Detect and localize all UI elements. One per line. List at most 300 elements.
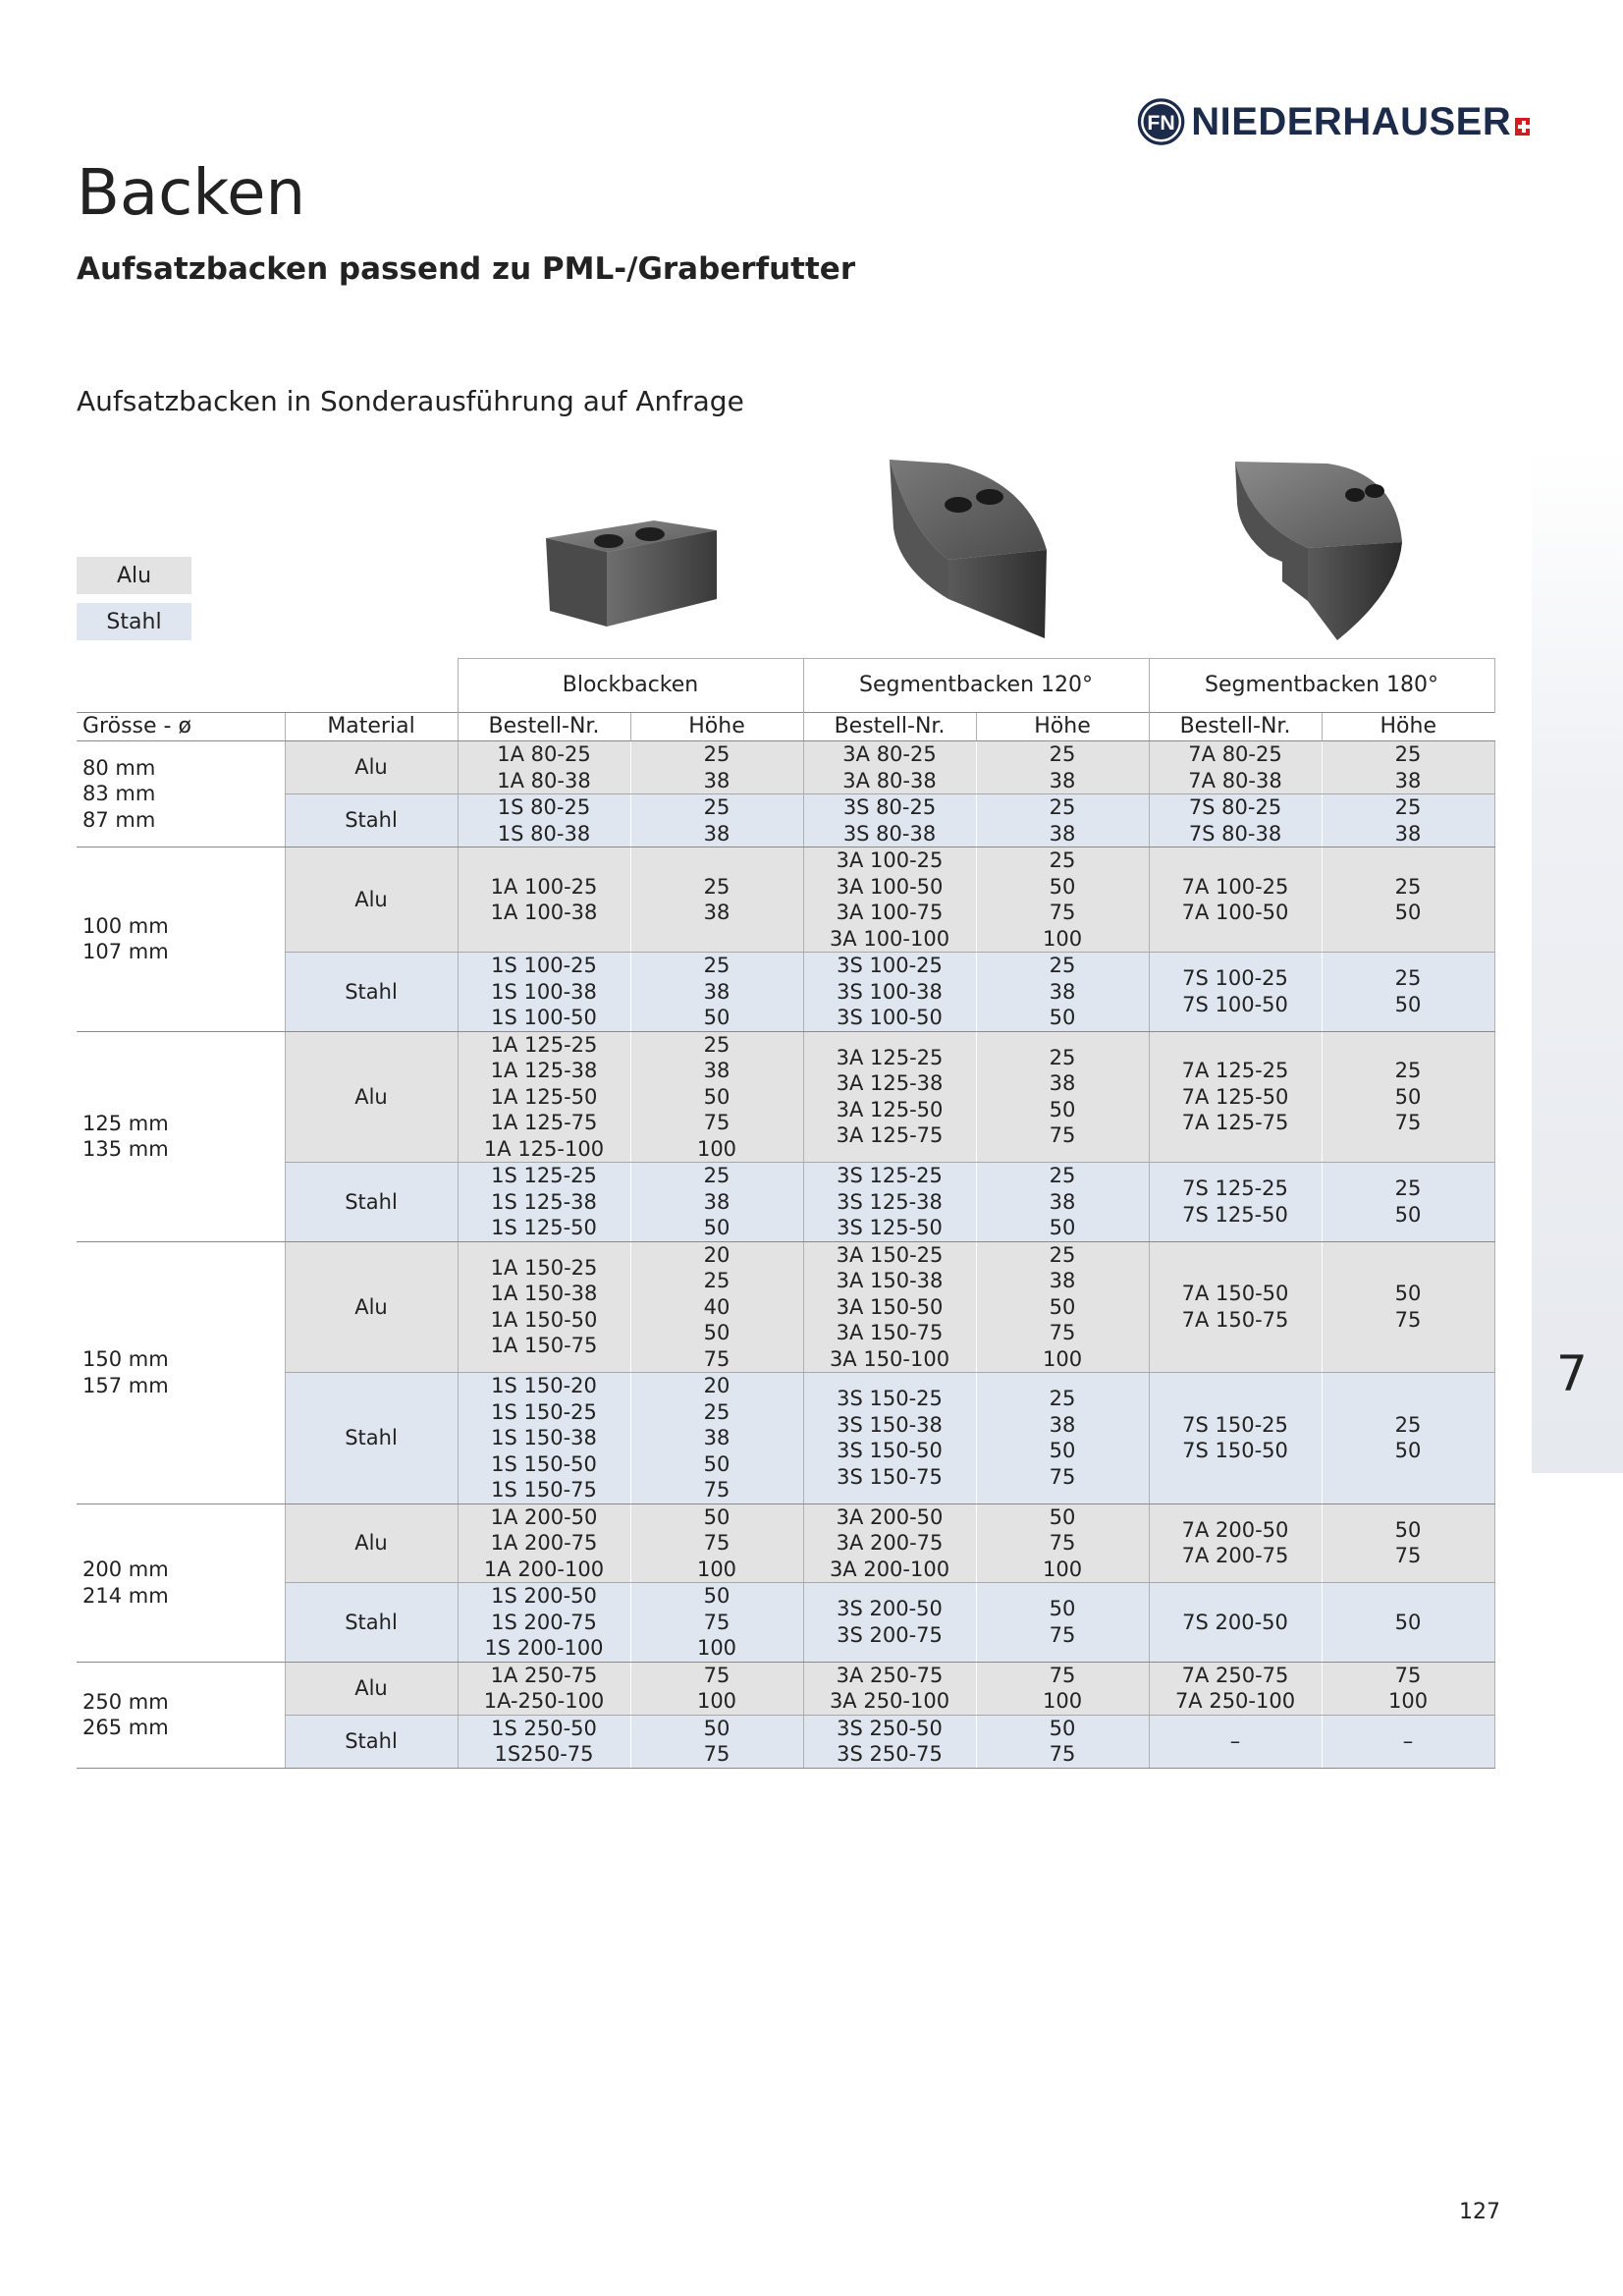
height-value: 25: [703, 1164, 730, 1187]
height-value: 50: [703, 1084, 730, 1109]
order-number: 1A 200-100: [483, 1557, 605, 1581]
order-number: 3S 80-38: [842, 821, 937, 846]
order-number-cell: [1149, 1583, 1322, 1663]
height-value: 50: [703, 1451, 730, 1476]
height-value: 25: [1394, 966, 1422, 991]
height-value: 25: [703, 1399, 730, 1424]
size-value: 125 mm: [82, 1111, 169, 1135]
height-value: 75: [1049, 1464, 1076, 1489]
order-number: 3A 125-75: [836, 1123, 944, 1148]
height-value: 38: [1049, 1412, 1076, 1437]
order-number-cell: [803, 1715, 976, 1768]
order-number: 3S 125-25: [837, 1164, 943, 1187]
order-number: 3S 125-50: [837, 1216, 943, 1239]
order-number-cell: [803, 847, 976, 953]
special-version-note: Aufsatzbacken in Sonderausführung auf Anfrage: [77, 385, 744, 417]
height-cell: [976, 1503, 1149, 1583]
height-value: 100: [1042, 1346, 1083, 1371]
height-value: 50: [1394, 1517, 1422, 1542]
height-value: 75: [1049, 1622, 1076, 1647]
order-number-cell: [1149, 953, 1322, 1032]
height-value: 50: [1049, 1439, 1076, 1463]
height-cell: [1322, 1373, 1494, 1504]
order-number: 7A 80-38: [1188, 768, 1282, 793]
height-value: 25: [1049, 954, 1076, 977]
swiss-cross-icon: [1515, 118, 1530, 136]
order-number-cell: [803, 1373, 976, 1504]
order-number: 3S 250-75: [837, 1742, 943, 1766]
height-value: 25: [703, 954, 730, 977]
height-value: 50: [1049, 1597, 1076, 1621]
order-number-cell: [803, 1583, 976, 1663]
order-number-cell: [1149, 741, 1322, 794]
table-row: [77, 1031, 1494, 1163]
material-cell: Stahl: [285, 1715, 458, 1768]
order-number: 7A 150-50: [1181, 1282, 1289, 1306]
height-cell: [1322, 741, 1494, 794]
height-cell: [1322, 1662, 1494, 1715]
height-value: 75: [1394, 1663, 1422, 1687]
legend-stahl: Stahl: [77, 603, 191, 640]
order-number: 1A 100-25: [490, 874, 598, 899]
height-value: 50: [703, 1716, 730, 1740]
order-number: 1A 80-38: [497, 768, 591, 793]
material-cell: Alu: [285, 741, 458, 794]
order-number-cell: [1149, 1241, 1322, 1373]
height-value: 38: [1049, 768, 1076, 793]
brand-name: NIEDERHAUSER: [1191, 100, 1512, 143]
order-number-cell: [458, 1662, 630, 1715]
size-value: 135 mm: [82, 1137, 169, 1161]
order-number: 7S 150-50: [1182, 1439, 1288, 1463]
chapter-tab: [1532, 447, 1623, 1473]
height-cell: [630, 953, 803, 1032]
height-value: 25: [703, 795, 730, 819]
blockbacken-image: [538, 509, 734, 646]
order-number: 7A 80-25: [1188, 742, 1282, 766]
order-number: 1S 150-38: [491, 1426, 597, 1449]
height-value: 38: [1049, 1071, 1076, 1096]
column-header-seg120-nr: Bestell-Nr.: [803, 713, 976, 741]
height-cell: [1322, 1163, 1494, 1242]
height-value: 50: [1394, 1610, 1422, 1634]
order-number: 1A 125-100: [483, 1136, 605, 1161]
size-value: 214 mm: [82, 1583, 169, 1608]
order-number-cell: [803, 1503, 976, 1583]
height-value: 25: [1394, 1176, 1422, 1201]
header-blank: [77, 659, 458, 713]
height-value: 50: [1049, 1216, 1076, 1239]
order-number: 1S 80-38: [497, 821, 591, 846]
height-value: 100: [696, 1136, 737, 1161]
size-value: 265 mm: [82, 1716, 169, 1739]
column-header-size: Grösse - ø: [77, 713, 285, 741]
height-value: 25: [1049, 1045, 1076, 1069]
order-number: 3A 150-100: [829, 1346, 950, 1371]
order-number: 3S 150-50: [837, 1439, 943, 1463]
height-cell: [1322, 794, 1494, 847]
order-number-cell: [803, 1662, 976, 1715]
order-number: 1S 150-50: [491, 1451, 597, 1476]
height-value: 50: [703, 1321, 730, 1344]
height-value: 75: [1049, 1531, 1076, 1555]
order-number: 3S 250-50: [837, 1716, 943, 1740]
order-number: 3A 100-100: [829, 926, 950, 951]
height-cell: [630, 1503, 803, 1583]
height-value: 38: [703, 901, 730, 924]
order-number-cell: [458, 847, 630, 953]
size-cell: [77, 741, 285, 847]
order-number: 1A 150-38: [490, 1282, 598, 1306]
height-value: 25: [703, 742, 730, 766]
height-cell: [630, 1662, 803, 1715]
height-value: 38: [703, 821, 730, 846]
order-number: 3S 200-75: [837, 1622, 943, 1647]
order-number: 3S 150-25: [837, 1387, 943, 1411]
height-value: 100: [1042, 1689, 1083, 1713]
height-value: 75: [1394, 1307, 1422, 1332]
height-value: 38: [703, 1189, 730, 1214]
height-value: 25: [1049, 795, 1076, 819]
height-value: 75: [1394, 1111, 1422, 1134]
order-number: 7A 200-50: [1181, 1517, 1289, 1542]
height-cell: [630, 741, 803, 794]
height-value: 75: [703, 1742, 730, 1766]
order-number: 3A 150-38: [836, 1269, 944, 1292]
height-value: 50: [1394, 1282, 1422, 1306]
height-value: 25: [703, 1269, 730, 1292]
height-value: 25: [703, 874, 730, 899]
height-cell: [976, 953, 1149, 1032]
height-cell: [976, 1583, 1149, 1663]
order-number-cell: [1149, 794, 1322, 847]
height-value: 40: [703, 1294, 730, 1319]
order-number: 7A 150-75: [1181, 1307, 1289, 1332]
material-cell: Stahl: [285, 1373, 458, 1504]
order-number: 1A 125-25: [490, 1032, 598, 1057]
height-value: 50: [703, 1216, 730, 1239]
height-value: 38: [1049, 1269, 1076, 1292]
height-value: 75: [703, 1346, 730, 1371]
order-number: 1S 200-100: [484, 1636, 604, 1660]
order-number: 3A 150-50: [836, 1294, 944, 1319]
table-row: [77, 1241, 1494, 1373]
order-number: 1A 150-75: [490, 1334, 598, 1358]
height-value: 100: [696, 1689, 737, 1713]
order-number-cell: [458, 794, 630, 847]
size-value: 87 mm: [82, 807, 156, 832]
height-value: 25: [703, 1032, 730, 1057]
height-value: 50: [1049, 1294, 1076, 1319]
order-number: 1A 150-50: [490, 1307, 598, 1332]
brand-logo: [1137, 90, 1530, 153]
segmentbacken-180-image: [1229, 454, 1416, 650]
order-number: 7S 125-50: [1182, 1202, 1288, 1227]
height-cell: [976, 1163, 1149, 1242]
table-row: [77, 1503, 1494, 1583]
order-number: 7S 200-50: [1182, 1610, 1288, 1634]
height-value: 75: [1049, 1742, 1076, 1766]
order-number-cell: [803, 1241, 976, 1373]
height-value: 38: [1394, 768, 1422, 793]
column-header-seg120-height: Höhe: [976, 713, 1149, 741]
order-number: 1A 125-75: [490, 1111, 598, 1134]
order-number-cell: [458, 953, 630, 1032]
size-value: 157 mm: [82, 1373, 169, 1397]
order-number: 1S 200-50: [491, 1584, 597, 1608]
order-number-cell: [1149, 1662, 1322, 1715]
height-value: 20: [703, 1374, 730, 1397]
order-number: 1S 125-25: [491, 1164, 597, 1187]
height-value: 75: [1049, 1663, 1076, 1687]
order-number: 1A 150-25: [490, 1255, 598, 1280]
size-cell: [77, 1241, 285, 1503]
column-header-material: Material: [285, 713, 458, 741]
table-row: [77, 1715, 1494, 1768]
order-number: 1S 125-50: [491, 1216, 597, 1239]
height-value: 38: [703, 1426, 730, 1449]
order-number: 3A 150-75: [836, 1321, 944, 1344]
height-cell: [1322, 847, 1494, 953]
order-number: 1S 200-75: [491, 1610, 597, 1634]
height-cell: [630, 1715, 803, 1768]
order-number: 1S 100-38: [491, 979, 597, 1004]
height-value: 38: [1394, 821, 1422, 846]
order-number-cell: [458, 1583, 630, 1663]
size-value: 100 mm: [82, 913, 169, 938]
order-number: 1A 200-75: [490, 1531, 598, 1555]
height-cell: [976, 1241, 1149, 1373]
order-number: 3A 100-75: [836, 901, 944, 924]
order-number: 3A 200-75: [836, 1531, 944, 1555]
height-cell: [630, 1373, 803, 1504]
height-value: 25: [1049, 1242, 1076, 1267]
order-number: 7A 200-75: [1181, 1544, 1289, 1568]
fn-monogram-icon: [1137, 92, 1185, 151]
height-value: 38: [703, 1059, 730, 1082]
height-value: 38: [703, 979, 730, 1004]
order-number-cell: [803, 794, 976, 847]
table-row: [77, 1662, 1494, 1715]
order-number: 1S 150-75: [491, 1478, 597, 1502]
order-number: 7A 125-75: [1181, 1111, 1289, 1134]
order-number: 7S 80-38: [1188, 821, 1282, 846]
order-number: 3A 125-38: [836, 1071, 944, 1096]
height-value: 75: [1049, 1321, 1076, 1344]
table-row: [77, 1163, 1494, 1242]
height-value: 50: [703, 1504, 730, 1529]
height-value: 25: [1049, 848, 1076, 872]
order-number-cell: [458, 1373, 630, 1504]
height-cell: [976, 741, 1149, 794]
height-value: 25: [1394, 874, 1422, 899]
order-number: 7S 150-25: [1182, 1412, 1288, 1437]
height-value: 25: [1394, 742, 1422, 766]
column-header-seg180-nr: Bestell-Nr.: [1149, 713, 1322, 741]
material-cell: Stahl: [285, 1163, 458, 1242]
height-value: 38: [1049, 821, 1076, 846]
height-value: 50: [703, 1006, 730, 1029]
height-cell: [976, 794, 1149, 847]
size-cell: [77, 847, 285, 1032]
order-number: 3A 200-100: [829, 1557, 950, 1581]
height-value: 50: [1049, 1504, 1076, 1529]
page-number: 127: [1459, 2200, 1500, 2224]
size-value: 83 mm: [82, 782, 156, 806]
height-cell: [1322, 1715, 1494, 1768]
height-value: 50: [1394, 1202, 1422, 1227]
height-cell: [976, 1715, 1149, 1768]
order-number-cell: [458, 1503, 630, 1583]
height-cell: [976, 1373, 1149, 1504]
height-cell: [1322, 1503, 1494, 1583]
height-value: 75: [703, 1478, 730, 1502]
size-cell: [77, 1503, 285, 1662]
order-number-cell: [458, 741, 630, 794]
order-number-cell: [1149, 1031, 1322, 1163]
table-row: [77, 741, 1494, 794]
order-number: 1S 80-25: [497, 795, 591, 819]
order-number-cell: [1149, 1373, 1322, 1504]
order-number: 7S 100-25: [1182, 966, 1288, 991]
order-number-cell: [1149, 1163, 1322, 1242]
jaw-spec-table: [77, 658, 1495, 1769]
order-number-cell: [458, 1241, 630, 1373]
order-number: 3S 100-50: [837, 1006, 943, 1029]
material-cell: Alu: [285, 1031, 458, 1163]
order-number: 3A 100-50: [836, 874, 944, 899]
segmentbacken-120-image: [880, 452, 1066, 648]
group-header-segment-180: Segmentbacken 180°: [1149, 659, 1494, 713]
height-value: 75: [703, 1610, 730, 1634]
height-value: 100: [696, 1636, 737, 1660]
order-number-cell: [803, 1163, 976, 1242]
height-value: 50: [1394, 1084, 1422, 1109]
height-value: 100: [696, 1557, 737, 1581]
order-number: 1A-250-100: [483, 1689, 605, 1713]
height-cell: [1322, 1583, 1494, 1663]
height-value: 50: [1049, 1097, 1076, 1121]
height-cell: [630, 1163, 803, 1242]
order-number-cell: [803, 953, 976, 1032]
order-number-cell: [1149, 1503, 1322, 1583]
order-number: 1A 100-38: [490, 901, 598, 924]
legend-alu: Alu: [77, 557, 191, 594]
height-value: 75: [703, 1663, 730, 1687]
order-number: 3S 80-25: [842, 795, 937, 819]
height-value: 50: [1394, 901, 1422, 924]
height-cell: [630, 847, 803, 953]
material-cell: Stahl: [285, 794, 458, 847]
size-value: 80 mm: [82, 755, 156, 780]
height-value: 25: [1049, 742, 1076, 766]
svg-text:FN: FN: [1147, 111, 1175, 136]
height-value: 25: [1394, 795, 1422, 819]
height-value: 100: [1042, 926, 1083, 951]
order-number: 1S 250-50: [491, 1716, 597, 1740]
height-cell: [976, 1031, 1149, 1163]
order-number: 7A 125-50: [1181, 1084, 1289, 1109]
height-value: 100: [1387, 1689, 1429, 1713]
order-number: 3S 200-50: [837, 1597, 943, 1621]
size-cell: [77, 1031, 285, 1241]
order-number-cell: [1149, 1715, 1322, 1768]
height-value: 75: [1049, 901, 1076, 924]
material-cell: Stahl: [285, 1583, 458, 1663]
size-value: 250 mm: [82, 1689, 169, 1714]
size-value: 107 mm: [82, 940, 169, 964]
order-number: 3S 125-38: [837, 1189, 943, 1214]
height-cell: [630, 1583, 803, 1663]
height-value: 50: [703, 1584, 730, 1608]
height-value: 25: [1394, 1059, 1422, 1082]
material-cell: Alu: [285, 847, 458, 953]
height-value: 38: [1049, 979, 1076, 1004]
order-number: 3S 100-25: [837, 954, 943, 977]
order-number: 1S 100-50: [491, 1006, 597, 1029]
height-cell: [1322, 953, 1494, 1032]
order-number: 7A 250-75: [1181, 1663, 1289, 1687]
height-cell: [976, 847, 1149, 953]
order-number: 7A 100-25: [1181, 874, 1289, 899]
height-value: –: [1402, 1728, 1414, 1753]
table-row: [77, 847, 1494, 953]
order-number: 1S 150-20: [491, 1374, 597, 1397]
order-number: 7S 100-50: [1182, 992, 1288, 1016]
height-cell: [630, 794, 803, 847]
material-cell: Alu: [285, 1662, 458, 1715]
material-cell: Stahl: [285, 953, 458, 1032]
height-value: 50: [1049, 874, 1076, 899]
size-value: 150 mm: [82, 1347, 169, 1371]
column-header-block-nr: Bestell-Nr.: [458, 713, 630, 741]
material-cell: Alu: [285, 1503, 458, 1583]
order-number: 1A 250-75: [490, 1663, 598, 1687]
height-cell: [630, 1031, 803, 1163]
table-row: [77, 953, 1494, 1032]
height-value: 38: [703, 768, 730, 793]
group-header-segment-120: Segmentbacken 120°: [803, 659, 1149, 713]
order-number: 3A 250-100: [829, 1689, 950, 1713]
order-number: 1A 80-25: [497, 742, 591, 766]
height-cell: [630, 1241, 803, 1373]
order-number: 1S 125-38: [491, 1189, 597, 1214]
table-body: [77, 741, 1494, 1769]
order-number: 3A 150-25: [836, 1242, 944, 1267]
height-cell: [976, 1662, 1149, 1715]
order-number: 7S 125-25: [1182, 1176, 1288, 1201]
order-number: 3A 250-75: [836, 1663, 944, 1687]
height-value: 100: [1042, 1557, 1083, 1581]
height-cell: [1322, 1031, 1494, 1163]
table-row: [77, 794, 1494, 847]
height-value: 25: [1394, 1412, 1422, 1437]
height-value: 50: [1049, 1006, 1076, 1029]
height-value: 20: [703, 1242, 730, 1267]
size-cell: [77, 1662, 285, 1768]
height-value: 75: [1049, 1123, 1076, 1148]
page-subtitle: Aufsatzbacken passend zu PML-/Graberfutter: [77, 251, 856, 287]
chapter-number: 7: [1556, 1345, 1588, 1402]
order-number-cell: [803, 741, 976, 794]
order-number-cell: [803, 1031, 976, 1163]
order-number: 7S 80-25: [1188, 795, 1282, 819]
material-cell: Alu: [285, 1241, 458, 1373]
order-number: 1A 200-50: [490, 1504, 598, 1529]
height-value: 50: [1394, 1439, 1422, 1463]
order-number: 1S 150-25: [491, 1399, 597, 1424]
order-number: 7A 125-25: [1181, 1059, 1289, 1082]
